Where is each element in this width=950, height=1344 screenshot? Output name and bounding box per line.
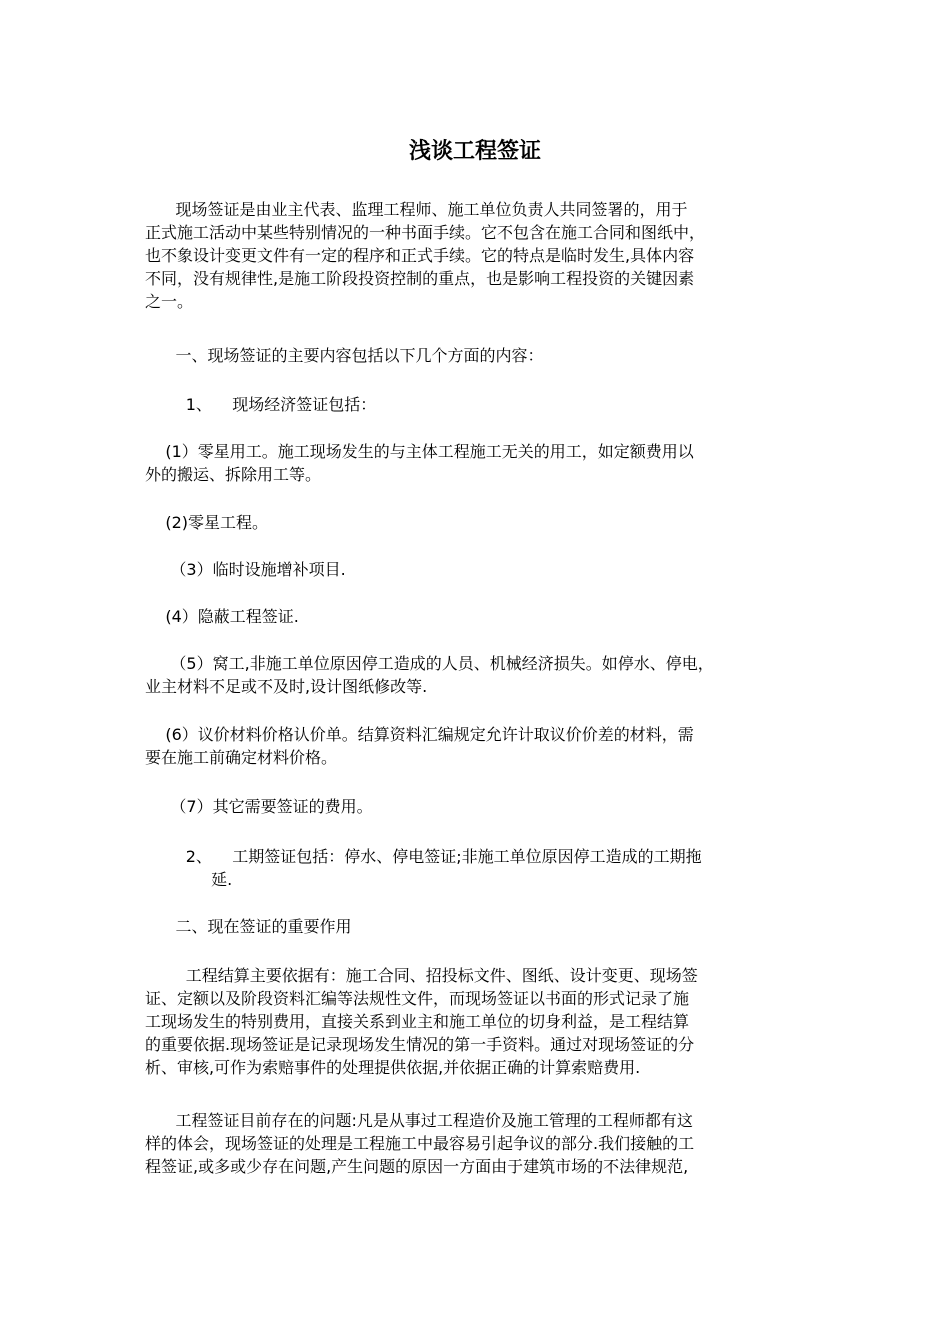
text-line: 也不象设计变更文件有一定的程序和正式手续。它的特点是临时发生,具体内容 bbox=[145, 246, 695, 265]
section-heading-1 bbox=[145, 344, 810, 367]
text-line: 工程签证目前存在的问题:凡是从事过工程造价及施工管理的工程师都有这 bbox=[145, 1111, 693, 1130]
text-line: 一、现场签证的主要内容包括以下几个方面的内容： bbox=[145, 346, 544, 365]
text-line: (2)零星工程。 bbox=[145, 513, 269, 532]
paragraph-existing-problems bbox=[145, 1109, 810, 1178]
text-line: （7）其它需要签证的费用。 bbox=[145, 797, 373, 816]
text-line: (6）议价材料价格认价单。结算资料汇编规定允许计取议价价差的材料，需 bbox=[145, 725, 694, 744]
paragraph-settlement-basis bbox=[145, 964, 810, 1079]
text-line: 不同，没有规律性,是施工阶段投资控制的重点，也是影响工程投资的关键因素 bbox=[145, 269, 695, 288]
list-item-2 bbox=[145, 845, 810, 891]
text-line: （3）临时设施增补项目. bbox=[145, 560, 346, 579]
text-line: 业主材料不足或不及时,设计图纸修改等. bbox=[145, 677, 428, 696]
text-line: 工现场发生的特别费用，直接关系到业主和施工单位的切身利益，是工程结算 bbox=[145, 1012, 690, 1031]
text-line: 1、 现场经济签证包括： bbox=[145, 395, 377, 414]
text-line: 延. bbox=[145, 870, 233, 889]
text-line: 的重要依据.现场签证是记录现场发生情况的第一手资料。通过对现场签证的分 bbox=[145, 1035, 695, 1054]
text-line: 之一。 bbox=[145, 292, 194, 311]
text-line: 析、审核,可作为索赔事件的处理提供依据,并依据正确的计算索赔费用. bbox=[145, 1058, 641, 1077]
text-line: 样的体会，现场签证的处理是工程施工中最容易引起争议的部分.我们接触的工 bbox=[145, 1134, 695, 1153]
text-line: 要在施工前确定材料价格。 bbox=[145, 748, 338, 767]
text-line: 程签证,或多或少存在问题,产生问题的原因一方面由于建筑市场的不法律规范, bbox=[145, 1157, 689, 1176]
paragraph-intro bbox=[145, 198, 810, 313]
section-heading-2 bbox=[145, 915, 810, 938]
text-line: （5）窝工,非施工单位原因停工造成的人员、机械经济损失。如停水、停电， bbox=[145, 654, 714, 673]
text-line: 现场签证是由业主代表、监理工程师、施工单位负责人共同签署的，用于 bbox=[145, 200, 688, 219]
text-line: 工程结算主要依据有：施工合同、招投标文件、图纸、设计变更、现场签 bbox=[145, 966, 698, 985]
text-line: 外的搬运、拆除用工等。 bbox=[145, 465, 322, 484]
list-item-1 bbox=[145, 393, 810, 416]
text-line: 证、定额以及阶段资料汇编等法规性文件，而现场签证以书面的形式记录了施 bbox=[145, 989, 690, 1008]
sub-item-5 bbox=[145, 652, 810, 698]
sub-item-2 bbox=[145, 511, 810, 534]
text-line: 2、 工期签证包括：停水、停电签证;非施工单位原因停工造成的工期拖 bbox=[145, 847, 702, 866]
document-title: 浅谈工程签证 bbox=[408, 138, 541, 164]
sub-item-7 bbox=[145, 795, 810, 818]
sub-item-4 bbox=[145, 605, 810, 628]
text-line: (1）零星用工。施工现场发生的与主体工程施工无关的用工，如定额费用以 bbox=[145, 442, 694, 461]
text-line: 正式施工活动中某些特别情况的一种书面手续。它不包含在施工合同和图纸中， bbox=[145, 223, 706, 242]
text-line: (4）隐蔽工程签证. bbox=[145, 607, 299, 626]
sub-item-1 bbox=[145, 440, 810, 486]
sub-item-6 bbox=[145, 723, 810, 769]
text-line: 二、现在签证的重要作用 bbox=[145, 917, 352, 936]
sub-item-3 bbox=[145, 558, 810, 581]
